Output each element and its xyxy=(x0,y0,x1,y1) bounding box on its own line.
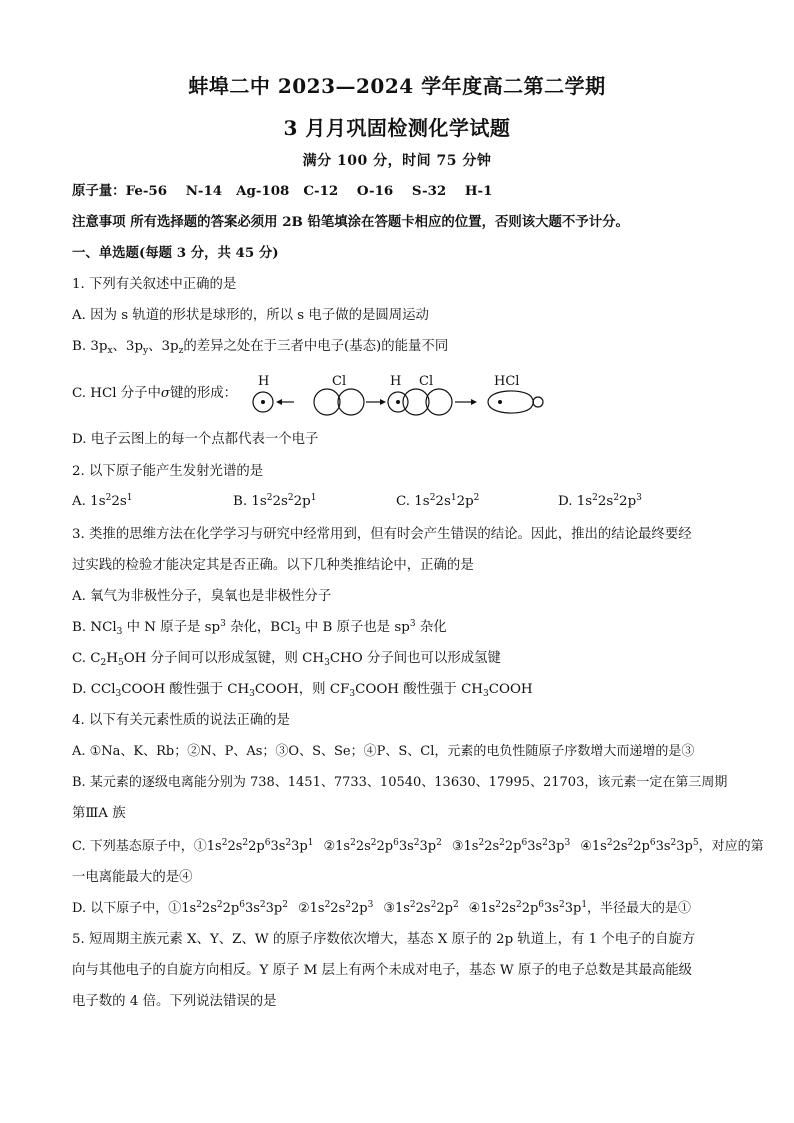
q1-option-b xyxy=(72,338,448,356)
h-nucleus xyxy=(261,400,265,404)
q3-option-c: C. $C_2H_5OH$ 分子间可以形成氢键，则 $CH_3CHO$ 分子间也可以形成氢键 xyxy=(72,651,501,668)
notice xyxy=(72,213,629,231)
q1-b-text: B. 3p xyxy=(72,339,108,354)
q2-option-c: C. $1s^22s^12p^2$ xyxy=(396,493,480,509)
q1-b-sub-x: x xyxy=(107,346,113,356)
electron-configuration: $①1s^22s^22p^63s^23p^2$ xyxy=(168,900,288,916)
sigma-symbol: σ xyxy=(160,386,171,401)
q1-b-text: 、3p xyxy=(148,339,179,354)
q1-option-d: D. 电子云图上的每一个点都代表一个电子 xyxy=(72,432,319,447)
notice-text: 所有选择题的答案必须用 2B 铅笔填涂在答题卡相应的位置，否则该大题不予计分。 xyxy=(130,214,629,230)
q1-stem: 1. 下列有关叙述中正确的是 xyxy=(72,277,237,292)
h-nucleus xyxy=(396,400,400,404)
q3-option-d: D. CCl$_3$COOH 酸性强于 $CH_3COOH$，则 $CF_3COOH$ 酸性强于 $CH_3COOH$ xyxy=(72,682,533,699)
q1-b-text: 的差异之处在于三者中电子(基态)的能量不同 xyxy=(183,339,449,354)
q4-option-c-line1: C. 下列基态原子中，$①1s^22s^22p^63s^23p^1$ $②1s^22s^22p^63s^23p^2$ $③1s^22s^22p^63s^23p^3$ $④1s^22s^22p^63s^23p^5$，对应的第 xyxy=(72,838,764,854)
diagram-label-cl: Cl xyxy=(332,374,347,389)
hcl-back-lobe xyxy=(533,397,543,407)
q3-option-a: A. 氧气为非极性分子，臭氧也是非极性分子 xyxy=(72,589,332,604)
arrow-right-head xyxy=(471,399,477,405)
q4-option-b-line1: B. 某元素的逐级电离能分别为 738、1451、7733、10540、13630、17995、21703，该元素一定在第三周期 xyxy=(72,775,728,790)
q5-stem-line2: 向与其他电子的自旋方向相反。Y 原子 M 层上有两个未成对电子，基态 W 原子的电子总数是其最高能级 xyxy=(72,963,692,978)
q2-option-a: A. $1s^22s^1$ xyxy=(72,493,133,509)
atomic-masses-label: 原子量： xyxy=(72,183,126,199)
diagram-label-h: H xyxy=(390,374,402,389)
q4-option-b-line2: 第ⅢA 族 xyxy=(72,806,126,821)
section-heading: 一、单选题(每题 3 分，共 45 分) xyxy=(72,245,279,261)
q2-stem: 2. 以下原子能产生发射光谱的是 xyxy=(72,464,264,479)
q1-b-text: 、3p xyxy=(112,339,144,354)
q1-option-a: A. 因为 s 轨道的形状是球形的，所以 s 电子做的是圆周运动 xyxy=(72,308,429,323)
electron-configuration: $②1s^22s^22p^3$ xyxy=(297,900,374,916)
notice-label: 注意事项 xyxy=(72,214,126,230)
q4-option-c-line2: 一电离能最大的是④ xyxy=(72,870,193,885)
q1-b-sub-z: z xyxy=(178,346,184,356)
q4-stem: 4. 以下有关元素性质的说法正确的是 xyxy=(72,713,290,728)
q4-c-configs xyxy=(194,839,699,854)
cl-p-orbital-lobe xyxy=(426,389,452,415)
q4-option-a: A. ①Na、K、Rb；②N、P、As；③O、S、Se；④P、S、Cl，元素的电负性随原子序数增大而递增的是③ xyxy=(72,744,695,759)
q2-option-d: D. $1s^22s^22p^3$ xyxy=(558,493,642,509)
q3-stem-line1: 3. 类推的思维方法在化学学习与研究中经常用到，但有时会产生错误的结论。因此，推出的结论最终要经 xyxy=(72,527,692,542)
q3-stem-line2: 过实践的检验才能决定其是否正确。以下几种类推结论中，正确的是 xyxy=(72,558,474,573)
q5-stem-line1: 5. 短周期主族元素 X、Y、Z、W 的原子序数依次增大，基态 X 原子的 2p 轨道上，有 1 个电子的自旋方 xyxy=(72,932,696,947)
hcl-sigma-orbital xyxy=(488,391,534,413)
hcl-nucleus xyxy=(498,400,502,404)
cl-p-orbital-lobe xyxy=(403,389,429,415)
electron-configuration: $②1s^22s^22p^63s^23p^2$ xyxy=(323,838,442,854)
exam-title-line2: 3 月月巩固检测化学试题 xyxy=(283,116,511,140)
q2-option-b: B. $1s^22s^22p^1$ xyxy=(233,493,317,509)
q3-option-b: B. NCl$_3$ 中 N 原子是 $sp^3$ 杂化，BCl$_3$ 中 B 原子也是 $sp^3$ 杂化 xyxy=(72,619,447,637)
cl-p-orbital-lobe xyxy=(338,389,364,415)
arrow-right-head xyxy=(380,399,386,405)
q1-option-c xyxy=(72,385,237,403)
exam-title-line1: 蚌埠二中 2023—2024 学年度高二第二学期 xyxy=(188,74,606,98)
electron-configuration: $④1s^22s^22p^63s^23p^5$ xyxy=(580,838,699,854)
diagram-label-h: H xyxy=(258,374,270,389)
electron-configuration: $③1s^22s^22p^63s^23p^3$ xyxy=(451,838,571,854)
electron-configuration: $④1s^22s^22p^63s^23p^1$ xyxy=(468,900,588,916)
arrow-left-head xyxy=(276,399,282,405)
electron-configuration: $①1s^22s^22p^63s^23p^1$ xyxy=(193,838,314,854)
cl-p-orbital-lobe xyxy=(314,389,340,415)
q1-c-text: C. HCl 分子中 xyxy=(72,386,161,401)
q1-c-text: 键的形成： xyxy=(170,386,238,401)
score-time: 满分 100 分，时间 75 分钟 xyxy=(302,153,492,169)
atomic-masses xyxy=(72,182,492,200)
diagram-label-hcl: HCl xyxy=(494,374,520,389)
hcl-sigma-bond-diagram xyxy=(238,374,548,420)
q1-b-sub-y: y xyxy=(143,346,149,356)
electron-configuration: $③1s^22s^22p^2$ xyxy=(383,900,459,916)
atomic-masses-values: Fe-56 N-14 Ag-108 C-12 O-16 S-32 H-1 xyxy=(125,183,493,199)
q4-d-configs xyxy=(168,901,587,916)
q4-option-d: D. 以下原子中，$①1s^22s^22p^63s^23p^2$ $②1s^22s^22p^3$ $③1s^22s^22p^2$ $④1s^22s^22p^63s^23p^1$，半径最大的是① xyxy=(72,900,692,916)
diagram-label-cl: Cl xyxy=(419,374,434,389)
q5-stem-line3: 电子数的 4 倍。下列说法错误的是 xyxy=(72,994,277,1009)
